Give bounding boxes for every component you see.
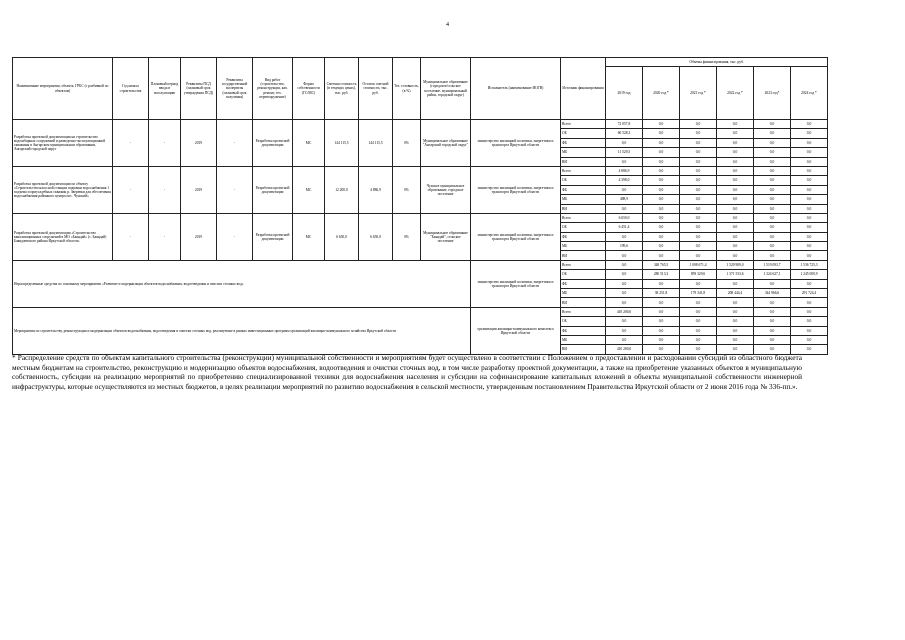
funding-value: 0,0 [643,120,680,129]
header-cost: Сметная стоимость (в текущих ценах), тыс. руб. [325,58,359,120]
funding-value: 280 513,3 [643,270,680,279]
funding-value: 0,0 [643,326,680,335]
project-name: Разработка проектной документации по объекту «Строительство насосной станции подкачки водоснабжения 1 подъема и приусадебных скважин р. Зверевки для обеспечения водоснабжения районного центра пос. Чунский» [13,166,113,213]
summary-name: Мероприятия по строительству, реконструкции и модернизации объектов водоснабжения, водоотведения и очистки сточных вод, реализуемые в рамках инвестиционных программ организаций жилищно-коммунального хозяйства Иркутской области [13,307,471,354]
funding-value: 6 451,4 [606,223,643,232]
funding-value: 0,0 [643,345,680,354]
funding-value: 0,0 [754,185,791,194]
project-readiness: 0% [393,213,421,260]
funding-value: 0,0 [717,195,754,204]
project-readiness: 0% [393,166,421,213]
table-row [13,260,828,269]
funding-value: 0,0 [643,307,680,316]
funding-value: 0,0 [606,251,643,260]
funding-value: 0,0 [643,129,680,138]
project-executor: министерство жилищной политики, энергетики и транспорта Иркутской области [471,166,561,213]
header-source: Источник финансирования [561,58,606,120]
funding-source: ФБ [561,279,606,288]
funding-value: 0,0 [791,335,828,344]
funding-value: 410 200,0 [606,345,643,354]
funding-value: 0,0 [643,148,680,157]
header-year-2022: 2022 год * [717,67,754,120]
header-executor: Исполнитель (наименование ИОГВ) [471,58,561,120]
funding-value: 1 529 909,0 [717,260,754,269]
header-year-2024: 2024 год * [791,67,828,120]
funding-value: 0,0 [643,223,680,232]
funding-value: 0,0 [680,326,717,335]
funding-source: ВИ [561,251,606,260]
funding-value: 0,0 [680,166,717,175]
project-estimated-cost: 12 200,0 [325,166,359,213]
funding-value: 0,0 [606,260,643,269]
funding-value: 0,0 [606,204,643,213]
table-row [13,166,828,175]
funding-value: 0,0 [791,213,828,222]
funding-source: МБ [561,148,606,157]
funding-source: ФБ [561,326,606,335]
project-work-type: Разработка проектной документации [253,120,293,167]
funding-value: 0,0 [791,195,828,204]
funding-value: 0,0 [791,138,828,147]
funding-source: Всего [561,166,606,175]
project-readiness: 0% [393,120,421,167]
funding-value: 0,0 [606,289,643,298]
project-start-year: - [113,166,149,213]
project-name: Разработка проектной документации «Строительство канализационных сооружений в МО «Баяндай» (с. Баяндай) Баяндаевского района Иркутской области» [13,213,113,260]
funding-value: 859 329,6 [680,270,717,279]
funding-value: 0,0 [606,232,643,241]
funding-value: 0,0 [680,251,717,260]
header-year-2019: 2019 год [606,67,643,120]
header-year: Год начала строительства [113,58,149,120]
funding-value: 0,0 [791,326,828,335]
funding-value: 0,0 [754,166,791,175]
funding-value: 0,0 [791,148,828,157]
funding-value: 0,0 [643,176,680,185]
project-ownership-form: МС [293,166,325,213]
funding-value: 179 341,8 [680,289,717,298]
funding-value: 0,0 [717,242,754,251]
funding-value: 0,0 [791,242,828,251]
funding-value: 0,0 [754,129,791,138]
funding-source: ОБ [561,129,606,138]
funding-value: 0,0 [717,232,754,241]
funding-value: 0,0 [643,166,680,175]
project-start-year: - [113,213,149,260]
funding-value: 0,0 [717,251,754,260]
funding-value: 0,0 [791,232,828,241]
project-work-type: Разработка проектной документации [253,166,293,213]
funding-value: 0,0 [717,148,754,157]
project-executor: министерство жилищной политики, энергетики и транспорта Иркутской области [471,213,561,260]
funding-value: 0,0 [606,279,643,288]
funding-value: 0,0 [643,232,680,241]
funding-value: 0,0 [754,307,791,316]
funding-value: 11 529,5 [606,148,643,157]
funding-value: 0,0 [791,204,828,213]
footnote: * Распределение средств по объектам капитального строительства (реконструкции) муниципальной собственности и мероприятиям будет осуществлено в соответствии с Положением о предоставлении и расходовании субсидий из областного бюджета местным бюджетам на строительство, реконструкцию и модернизацию объектов водоснабжения, водоотведения и очистки сточных вод, в том числе разработку проектной документации, а также на приобретение указанных объектов в муниципальную собственность, субсидии на реализацию мероприятий по приобретению специализированной техники для водоснабжения населения и субсидии на софинансирование капитальных вложений в объекты муниципальной собственности инженерной инфраструктуры, которые осуществляются из местных бюджетов, в целях реализации мероприятий по развитию водоснабжения в сельской местности, утвержденным постановлением Правительства Иркутской области от 2 июня 2016 года № 336-пп.». [12,353,802,391]
funding-value: 0,0 [754,232,791,241]
funding-value: 4 886,9 [606,166,643,175]
funding-value: 0,0 [680,317,717,326]
page-number: 4 [446,22,449,28]
funding-value: 0,0 [680,129,717,138]
header-row-top [13,58,828,67]
funding-value: 0,0 [754,335,791,344]
funding-value: 0,0 [643,251,680,260]
funding-value: 0,0 [606,270,643,279]
funding-value: 1 371 533,6 [717,270,754,279]
project-remaining-cost: 6 650,0 [359,213,393,260]
funding-value: 0,0 [791,120,828,129]
funding-source: МБ [561,289,606,298]
funding-value: 72 057,8 [606,120,643,129]
funding-value: 0,0 [606,157,643,166]
funding-value: 0,0 [754,157,791,166]
funding-value: 0,0 [754,213,791,222]
header-municipality: Муниципальное образование (городское/сельское поселение, муниципальный район, городской округ) [421,58,471,120]
funding-value: 410 200,0 [606,307,643,316]
project-expertise: - [217,166,253,213]
funding-value: 0,0 [643,298,680,307]
table-row [13,307,828,316]
funding-value: 0,0 [717,279,754,288]
funding-source: Всего [561,120,606,129]
funding-source: ФБ [561,232,606,241]
funding-value: 0,0 [680,120,717,129]
funding-value: 0,0 [791,223,828,232]
funding-value: 6 650,0 [606,213,643,222]
project-psd: 2019 [181,213,217,260]
financing-table [12,57,828,355]
funding-value: 0,0 [680,307,717,316]
project-municipality: Муниципальное образование "Ангарский городской округ" [421,120,471,167]
project-estimated-cost: 6 650,0 [325,213,359,260]
funding-value: 0,0 [717,345,754,354]
funding-value: 0,0 [680,138,717,147]
funding-value: 0,0 [680,345,717,354]
funding-value: 0,0 [791,129,828,138]
funding-value: 0,0 [643,138,680,147]
funding-value: 0,0 [606,138,643,147]
funding-source: МБ [561,335,606,344]
funding-value: 0,0 [754,317,791,326]
funding-value: 0,0 [717,120,754,129]
funding-value: 0,0 [791,166,828,175]
project-remaining-cost: 4 886,9 [359,166,393,213]
funding-source: ОБ [561,270,606,279]
header-volumes: Объемы финансирования, тыс. руб. [606,58,828,67]
project-work-type: Разработка проектной документации [253,213,293,260]
funding-source: Всего [561,213,606,222]
funding-value: 0,0 [791,298,828,307]
funding-source: ОБ [561,223,606,232]
funding-value: 0,0 [717,307,754,316]
funding-value: 0,0 [791,185,828,194]
funding-source: ВИ [561,345,606,354]
funding-source: Всего [561,260,606,269]
funding-value: 0,0 [717,185,754,194]
project-commission-period: - [149,213,181,260]
funding-value: 0,0 [680,298,717,307]
funding-value: 0,0 [717,129,754,138]
funding-value: 0,0 [606,335,643,344]
funding-value: 0,0 [606,317,643,326]
project-commission-period: - [149,166,181,213]
funding-value: 199,6 [606,242,643,251]
funding-value: 0,0 [643,242,680,251]
funding-value: 0,0 [717,317,754,326]
table-row [13,120,828,129]
summary-executor: организации жилищно-коммунального комплекса Иркутской области [471,307,561,354]
funding-value: 1 245 000,9 [791,270,828,279]
summary-executor: министерство жилищной политики, энергетики и транспорта Иркутской области [471,260,561,307]
funding-value: 0,0 [606,185,643,194]
funding-value: 0,0 [754,298,791,307]
header-year-2023: 2023 год* [754,67,791,120]
funding-value: 0,0 [791,157,828,166]
project-name: Разработка проектной документации на строительство водозаборных сооружений и разведочно-эксплуатационной скважины в Ангарском муниципальном образовании, Ангарский городской округ [13,120,113,167]
project-start-year: - [113,120,149,167]
funding-value: 0,0 [754,345,791,354]
funding-value: 0,0 [643,279,680,288]
funding-value: 0,0 [606,298,643,307]
funding-value: 488,9 [606,195,643,204]
funding-value: 0,0 [791,307,828,316]
funding-value: 0,0 [717,204,754,213]
funding-value: 0,0 [643,185,680,194]
funding-value: 0,0 [680,335,717,344]
funding-value: 291 724,4 [791,289,828,298]
funding-value: 4 398,0 [606,176,643,185]
funding-value: 0,0 [754,223,791,232]
funding-source: ВИ [561,298,606,307]
funding-source: ФБ [561,185,606,194]
funding-value: 0,0 [680,204,717,213]
header-psd: Реквизиты ПСД (плановый срок утверждения ПСД) [181,58,217,120]
funding-value: 38 251,8 [643,289,680,298]
funding-value: 0,0 [717,157,754,166]
funding-value: 344 966,6 [754,289,791,298]
funding-value: 0,0 [791,176,828,185]
funding-value: 0,0 [717,213,754,222]
funding-value: 0,0 [680,279,717,288]
funding-value: 0,0 [754,204,791,213]
project-expertise: - [217,120,253,167]
funding-value: 1 324 627,1 [754,270,791,279]
funding-value: 0,0 [754,138,791,147]
header-work-type: Вид работ (строительство, реконструкция, кап. ремонт, тех. перевооружение) [253,58,293,120]
project-ownership-form: МС [293,120,325,167]
funding-value: 0,0 [680,223,717,232]
funding-value: 0,0 [791,317,828,326]
funding-value: 60 528,3 [606,129,643,138]
project-municipality: Чунское муниципальное образование, городское поселение [421,166,471,213]
project-municipality: Муниципальное образование "Баяндай", сельское поселение [421,213,471,260]
funding-value: 0,0 [643,335,680,344]
funding-source: ОБ [561,176,606,185]
funding-source: ВИ [561,204,606,213]
header-readiness: Тех. готовность, (в %) [393,58,421,120]
funding-source: ОБ [561,317,606,326]
funding-value: 0,0 [717,138,754,147]
funding-value: 0,0 [680,195,717,204]
funding-value: 0,0 [754,195,791,204]
project-expertise: - [217,213,253,260]
project-executor: министерство жилищной политики, энергетики и транспорта Иркутской области [471,120,561,167]
funding-value: 0,0 [717,335,754,344]
funding-source: ФБ [561,138,606,147]
funding-value: 0,0 [643,317,680,326]
funding-source: Всего [561,307,606,316]
project-psd: 2019 [181,166,217,213]
header-year-2021: 2021 год * [680,67,717,120]
summary-name: Нераспределенные средства по основному мероприятию «Развитие и модернизация объектов водоснабжения, водоотведения и очистки сточных вод» [13,260,471,307]
funding-value: 0,0 [754,176,791,185]
funding-value: 0,0 [754,326,791,335]
table-row [13,213,828,222]
funding-value: 0,0 [791,251,828,260]
funding-value: 348 765,5 [643,260,680,269]
funding-value: 208 444,4 [717,289,754,298]
funding-value: 0,0 [791,279,828,288]
header-expertise: Реквизиты государственной экспертизы (плановый срок получения) [217,58,253,120]
funding-value: 0,0 [717,176,754,185]
funding-value: 0,0 [643,195,680,204]
header-name: Наименование мероприятия, объекта, ГРБС (с разбивкой по объектам) [13,58,113,120]
funding-value: 0,0 [717,166,754,175]
funding-value: 0,0 [754,279,791,288]
header-remainder: Остаток сметной стоимости, тыс. руб. [359,58,393,120]
funding-value: 0,0 [754,120,791,129]
funding-value: 0,0 [717,326,754,335]
funding-value: 1 519 093,7 [754,260,791,269]
project-remaining-cost: 144 115,5 [359,120,393,167]
funding-value: 0,0 [717,298,754,307]
header-power: Плановый период ввода в эксплуатацию [149,58,181,120]
funding-value: 0,0 [643,157,680,166]
funding-value: 0,0 [606,326,643,335]
project-estimated-cost: 144 115,5 [325,120,359,167]
funding-value: 0,0 [680,157,717,166]
funding-value: 0,0 [791,345,828,354]
funding-value: 0,0 [754,148,791,157]
header-form: Форма собственности (ГС/МС) [293,58,325,120]
funding-source: МБ [561,242,606,251]
funding-value: 0,0 [680,148,717,157]
funding-value: 1 536 725,3 [791,260,828,269]
header-year-2020: 2020 год * [643,67,680,120]
funding-value: 0,0 [754,242,791,251]
funding-value: 0,0 [680,185,717,194]
funding-value: 1 008 671,4 [680,260,717,269]
funding-value: 0,0 [643,213,680,222]
funding-value: 0,0 [680,176,717,185]
project-ownership-form: МС [293,213,325,260]
funding-source: ВИ [561,157,606,166]
funding-value: 0,0 [754,251,791,260]
funding-source: МБ [561,195,606,204]
funding-value: 0,0 [680,242,717,251]
funding-value: 0,0 [680,232,717,241]
project-commission-period: - [149,120,181,167]
project-psd: 2019 [181,120,217,167]
funding-value: 0,0 [680,213,717,222]
funding-value: 0,0 [643,204,680,213]
funding-value: 0,0 [717,223,754,232]
